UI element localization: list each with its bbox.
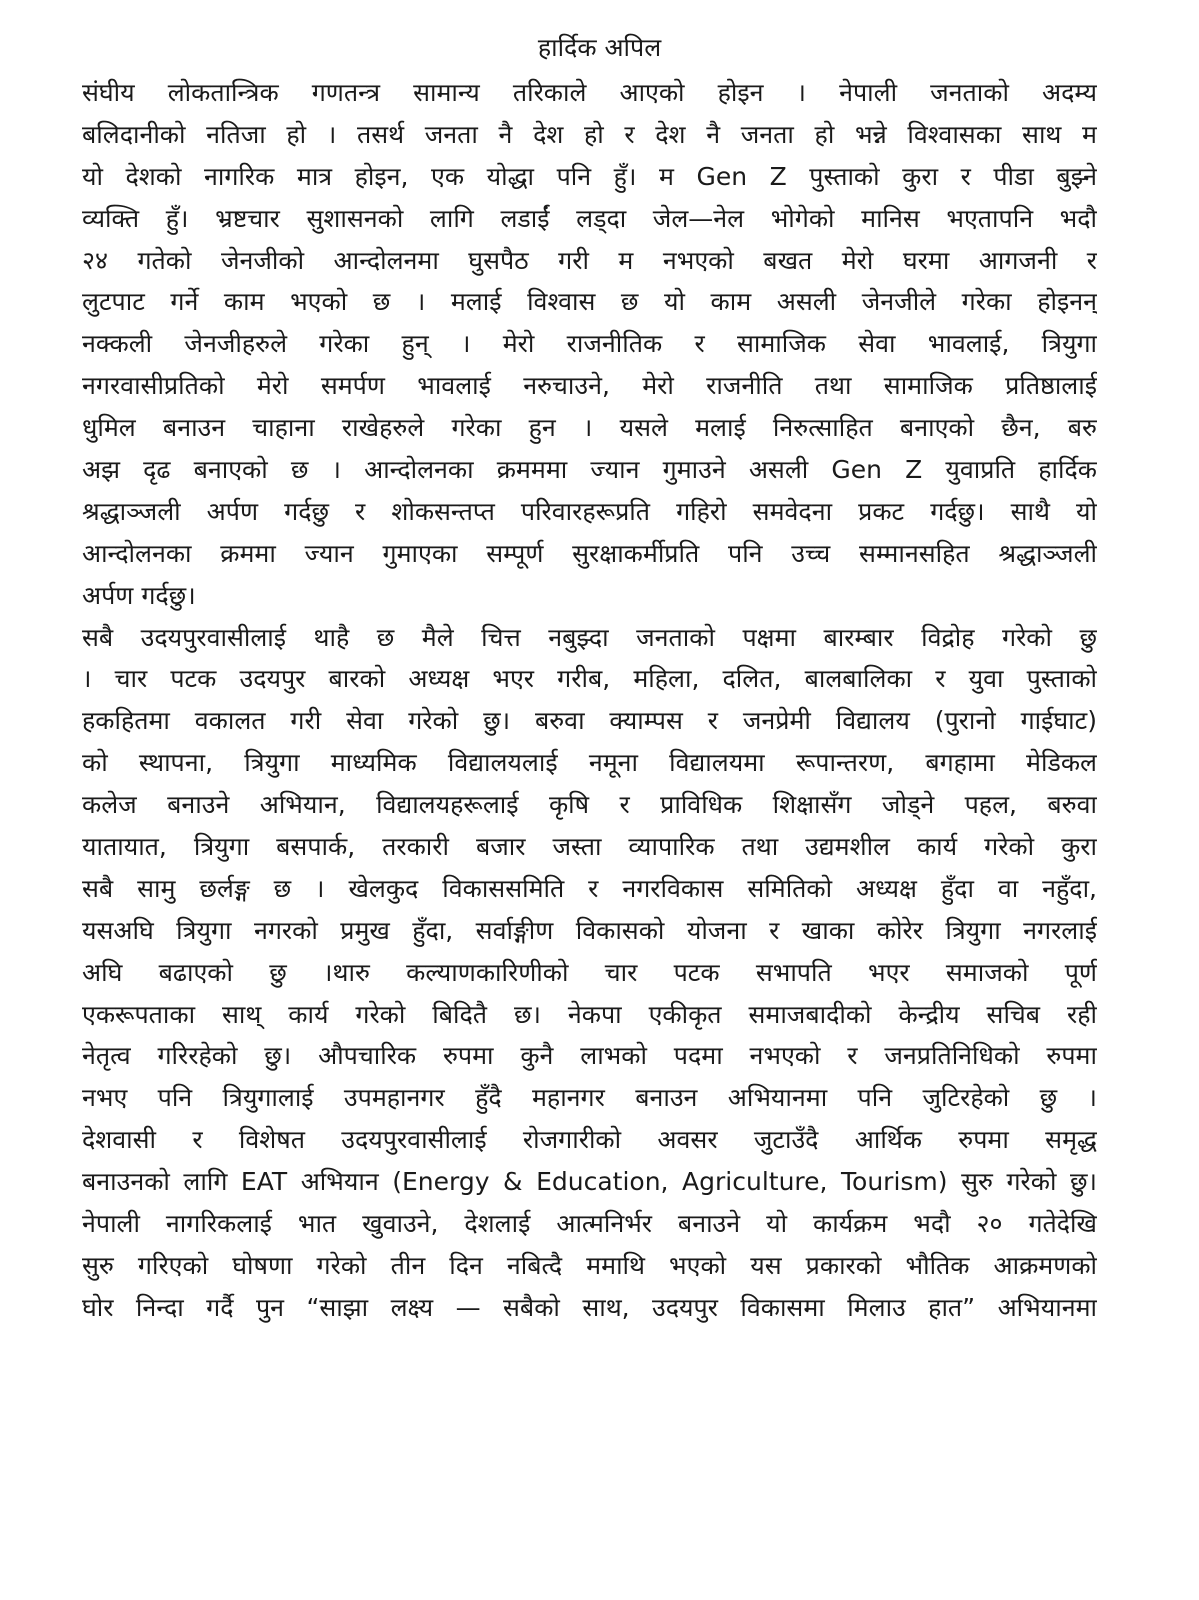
text-line: सुरु गरिएको घोषणा गरेको तीन दिन नबित्दै ममाथि भएको यस प्रकारको भौतिक आक्रमणको (82, 1250, 1097, 1280)
text-line: सबै उदयपुरवासीलाई थाहै छ मैले चित्त नबुझ्दा जनताको पक्षमा बारम्बार विद्रोह गरेको छु (82, 622, 1097, 652)
text-line: नेपाली नागरिकलाई भात खुवाउने, देशलाई आत्मनिर्भर बनाउने यो कार्यक्रम भदौ २० गतेदेखि (82, 1209, 1097, 1239)
text-line: नक्कली जेनजीहरुले गरेका हुन् । मेरो राजनीतिक र सामाजिक सेवा भावलाई, त्रियुगा (82, 329, 1097, 359)
text-line: २४ गतेको जेनजीको आन्दोलनमा घुसपैठ गरी म नभएको बखत मेरो घरमा आगजनी र (82, 245, 1097, 275)
text-line: नगरवासीप्रतिको मेरो समर्पण भावलाई नरुचाउने, मेरो राजनीति तथा सामाजिक प्रतिष्ठालाई (82, 371, 1097, 401)
text-line: एकरूपताका साथ् कार्य गरेको बिदितै छ। नेकपा एकीकृत समाजबादीको केन्द्रीय सचिब रही (82, 999, 1097, 1029)
text-line: श्रद्धाञ्जली अर्पण गर्दछु र शोकसन्तप्त परिवारहरूप्रति गहिरो समवेदना प्रकट गर्दछु। साथै यो (82, 496, 1097, 526)
text-line: अर्पण गर्दछु। (82, 580, 196, 610)
text-line: कलेज बनाउने अभियान, विद्यालयहरूलाई कृषि र प्राविधिक शिक्षासँग जोड्ने पहल, बरुवा (82, 790, 1097, 820)
text-line: नभए पनि त्रियुगालाई उपमहानगर हुँदै महानगर बनाउन अभियानमा पनि जुटिरहेको छु । (82, 1083, 1097, 1113)
text-line: लुटपाट गर्ने काम भएको छ । मलाई विश्वास छ यो काम असली जेनजीले गरेका होइनन् (82, 287, 1097, 317)
text-line: को स्थापना, त्रियुगा माध्यमिक विद्यालयलाई नमूना विद्यालयमा रूपान्तरण, बगहामा मेडिकल (82, 748, 1097, 778)
document-title: हार्दिक अपिल (537, 33, 662, 62)
text-line: यसअघि त्रियुगा नगरको प्रमुख हुँदा, सर्वाङ्गीण विकासको योजना र खाका कोरेर त्रियुगा नगरलाई (82, 915, 1097, 945)
text-line: आन्दोलनका क्रममा ज्यान गुमाएका सम्पूर्ण सुरक्षाकर्मीप्रति पनि उच्च सम्मानसहित श्रद्धाञ्जली (82, 538, 1097, 568)
text-line: यो देशको नागरिक मात्र होइन, एक योद्धा पनि हुँ। म Gen Z पुस्ताको कुरा र पीडा बुझ्ने (82, 161, 1097, 191)
text-line: नेतृत्व गरिरहेको छु। औपचारिक रुपमा कुनै लाभको पदमा नभएको र जनप्रतिनिधिको रुपमा (82, 1041, 1097, 1071)
text-line: अझ दृढ बनाएको छ । आन्दोलनका क्रमममा ज्यान गुमाउने असली Gen Z युवाप्रति हार्दिक (82, 455, 1097, 485)
text-line: यातायात, त्रियुगा बसपार्क, तरकारी बजार जस्ता व्यापारिक तथा उद्यमशील कार्य गरेको कुरा (82, 832, 1097, 862)
text-line: । चार पटक उदयपुर बारको अध्यक्ष भएर गरीब, महिला, दलित, बालबालिका र युवा पुस्ताको (82, 664, 1097, 694)
document-body (82, 72, 1097, 1329)
text-line: संघीय लोकतान्त्रिक गणतन्त्र सामान्य तरिकाले आएको होइन । नेपाली जनताको अदम्य (82, 78, 1097, 107)
text-line: व्यक्ति हुँ। भ्रष्टचार सुशासनको लागि लडाईं लड्दा जेल—नेल भोगेको मानिस भएतापनि भदौ (82, 203, 1097, 233)
text-line: देशवासी र विशेषत उदयपुरवासीलाई रोजगारीको अवसर जुटाउँदै आर्थिक रुपमा समृद्ध (82, 1125, 1097, 1155)
text-line: घोर निन्दा गर्दै पुन “साझा लक्ष्य — सबैको साथ, उदयपुर विकासमा मिलाउ हात” अभियानमा (82, 1292, 1097, 1322)
text-line: बनाउनको लागि EAT अभियान (Energy & Education, Agriculture, Tourism) सुरु गरेको छु। (82, 1167, 1097, 1197)
text-line: सबै सामु छर्लङ्ग छ । खेलकुद विकाससमिति र नगरविकास समितिको अध्यक्ष हुँदा वा नहुँदा, (82, 873, 1097, 903)
text-line: हकहितमा वकालत गरी सेवा गरेको छु। बरुवा क्याम्पस र जनप्रेमी विद्यालय (पुरानो गाईघाट) (82, 706, 1097, 736)
text-line: धुमिल बनाउन चाहाना राखेहरुले गरेका हुन । यसले मलाई निरुत्साहित बनाएको छैन, बरु (82, 413, 1097, 443)
text-line: बलिदानीको नतिजा हो । तसर्थ जनता नै देश हो र देश नै जनता हो भन्ने विश्वासका साथ म (82, 119, 1097, 149)
text-line: अघि बढाएको छु ।थारु कल्याणकारिणीको चार पटक सभापति भएर समाजको पूर्ण (82, 957, 1097, 987)
